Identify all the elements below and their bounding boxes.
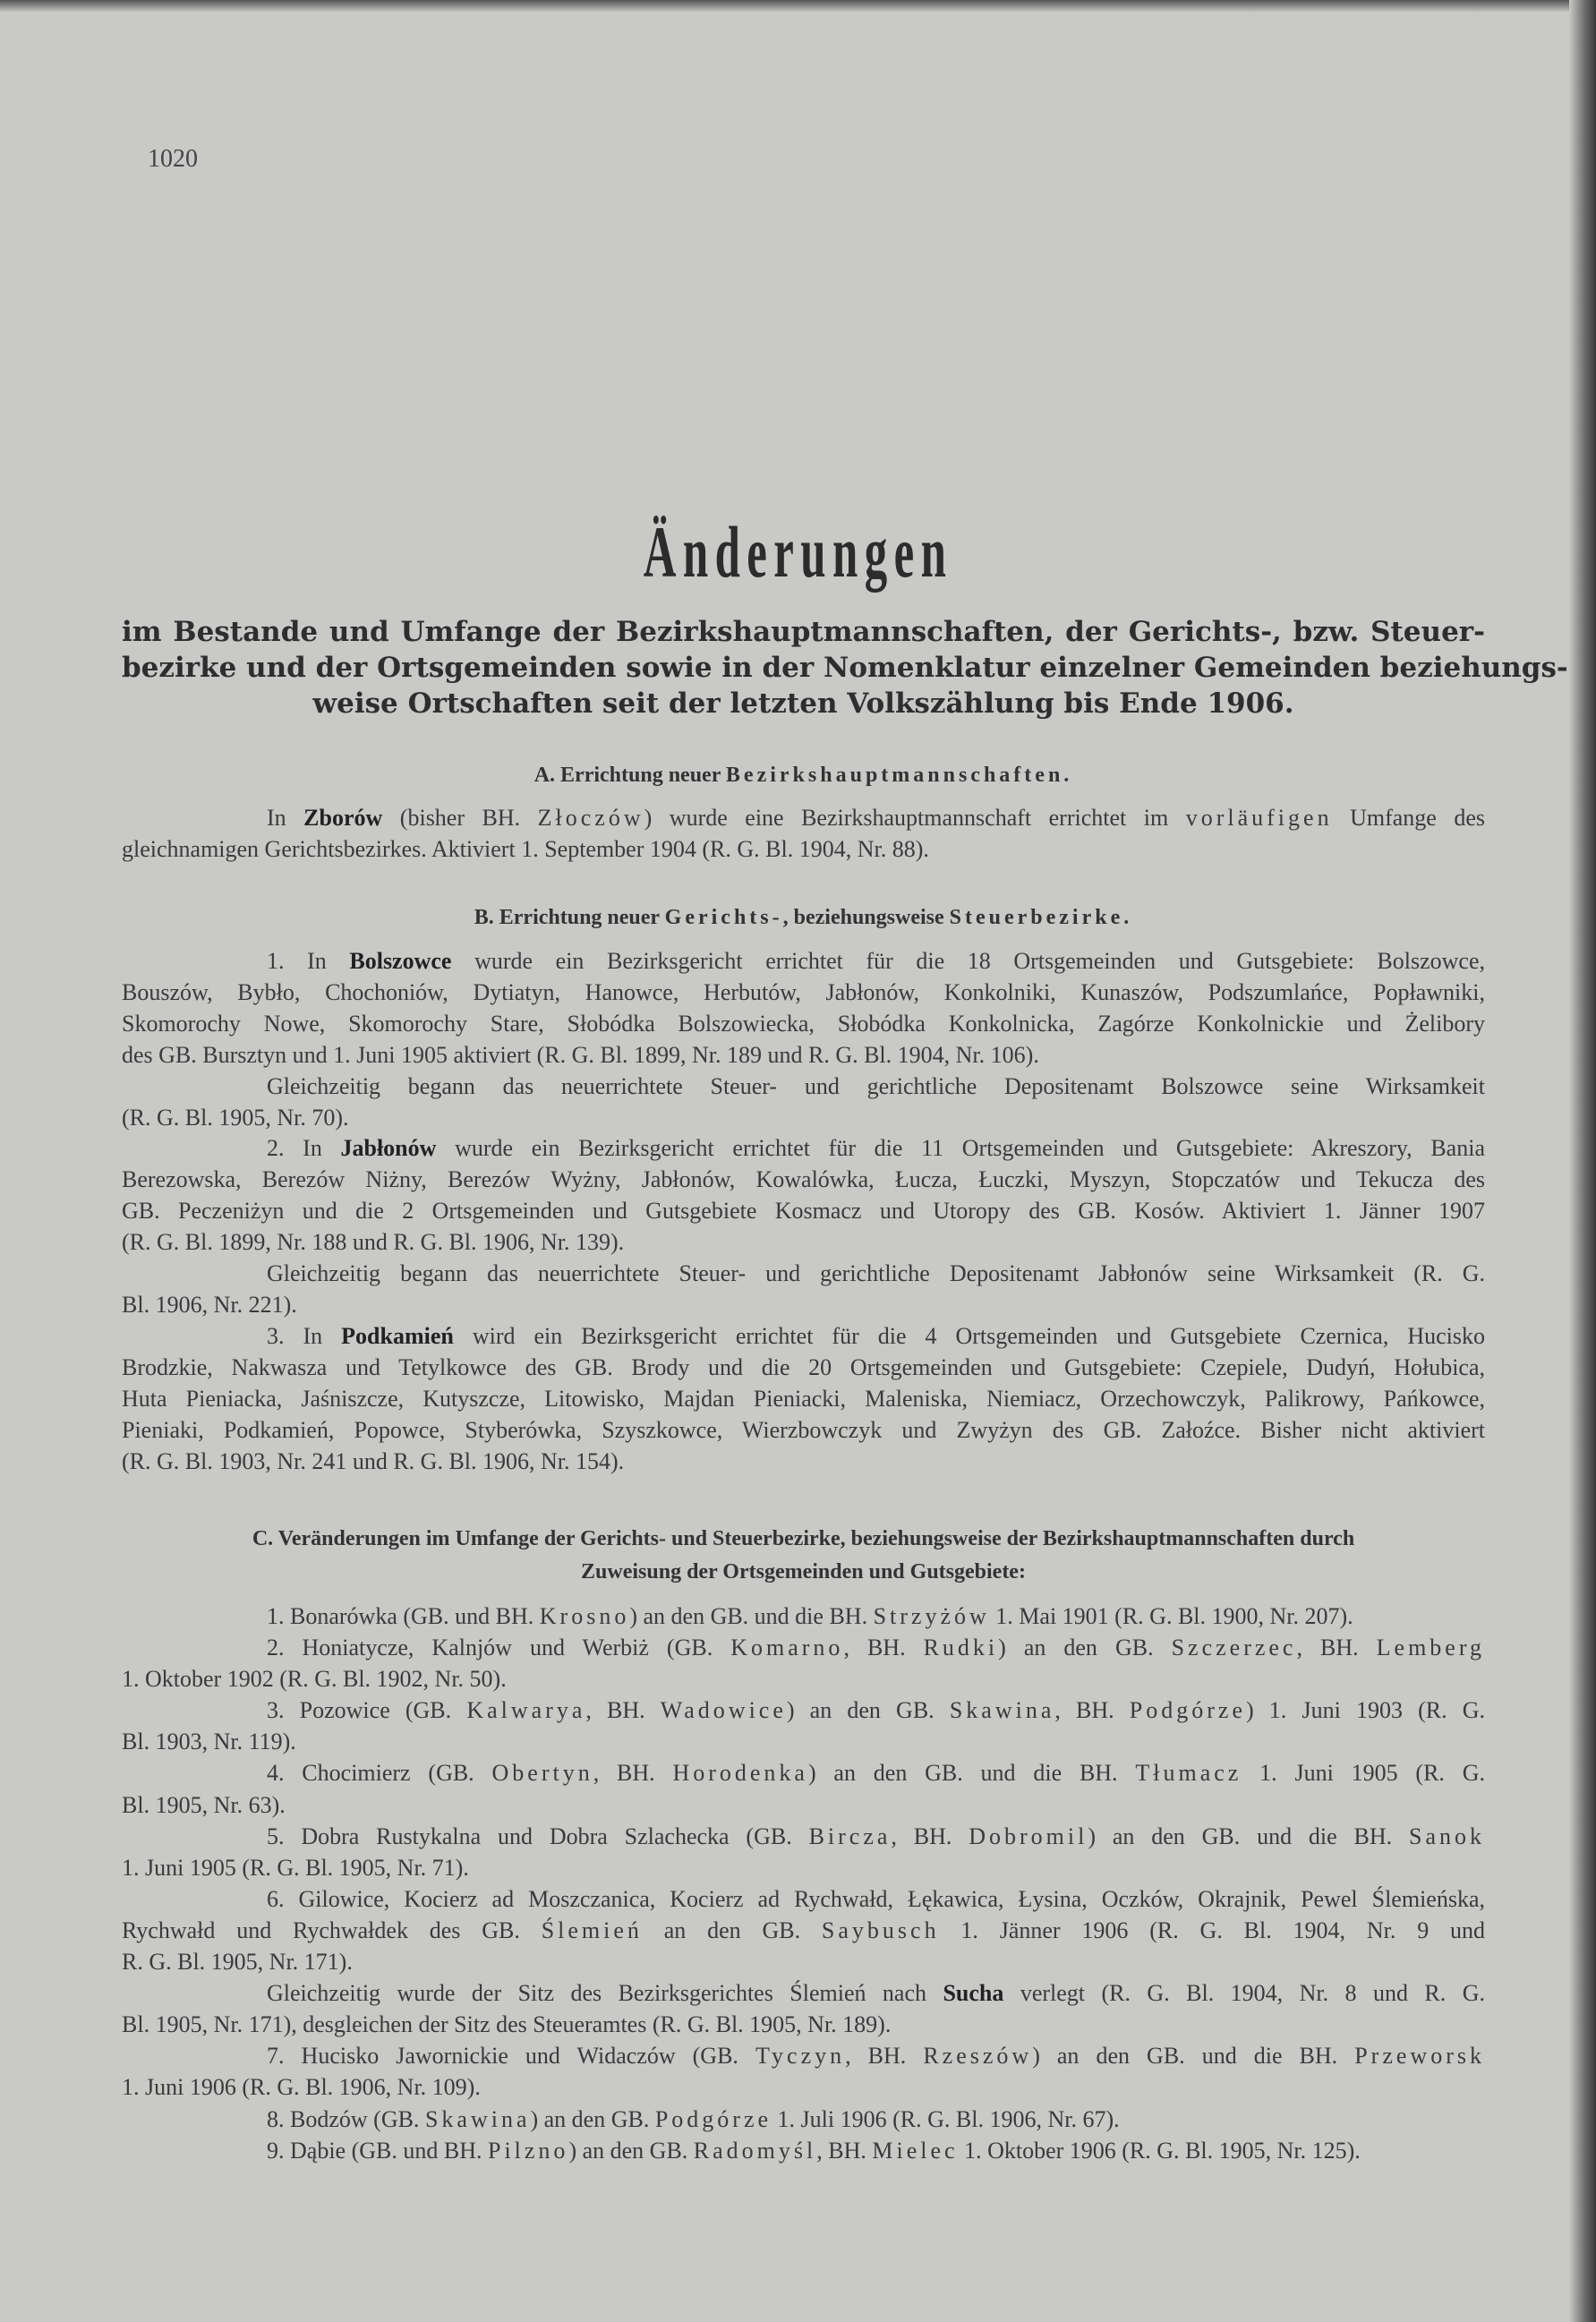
emphasis-spaced: Tyczyn [755,2043,846,2070]
subtitle-line: weise Ortschaften seit der letzten Volkszählung bis Ende 1906. [312,687,1294,720]
text-run: Gleichzeitig begann das neuerrichtete Steuer- und gerichtliche Depositenamt Jabłonów seine Wirksamkeit (R. G. [267,1260,1485,1287]
text-run: , BH. [843,1635,924,1661]
text-run: 1. Oktober 1902 (R. G. Bl. 1902, Nr. 50). [122,1666,507,1693]
paragraph [122,2040,1485,2103]
emphasis-spaced: Przeworsk [1354,2043,1485,2070]
emphasis-spaced: Krosno [539,1603,630,1629]
emphasis-spaced: Podgórze [1129,1697,1246,1724]
emphasis-spaced: Gerichts- [664,906,783,929]
text-run: ) wurde eine Bezirkshauptmannschaft errichtet im [644,805,1186,831]
paragraph [122,803,1485,866]
text-run: , BH. [585,1697,661,1724]
text-line [122,1695,1485,1726]
text-run: , BH. [1296,1635,1377,1661]
text-run: 8. Bodzów (GB. [267,2105,425,2132]
text-run: Bl. 1903, Nr. 119). [122,1729,296,1755]
text-run: Skomorochy Nowe, Skomorochy Stare, Słobódka Bolszowiecka, Słobódka Konkolnicka, Zagórze Konkolnickie und Żelibory [122,1010,1485,1037]
emphasis-spaced: Komarno [730,1635,844,1661]
text-run: , BH. [593,1760,673,1787]
text-run: (R. G. Bl. 1899, Nr. 188 und R. G. Bl. 1906, Nr. 139). [122,1229,625,1256]
text-run: wurde ein Bezirksgericht errichtet für die 11 Ortsgemeinden und Gutsgebiete: Akreszory, Bania [436,1135,1485,1162]
text-line [122,1883,1485,1915]
page-subtitle [122,614,1568,721]
text-run: ) an den GB. [998,1635,1172,1661]
text-line [122,2135,1485,2166]
text-run: ) an den GB. [530,2105,655,2132]
text-line [122,1757,1485,1788]
text-line [122,1290,1485,1321]
paragraph [122,2104,1485,2135]
text-run: 1. Juli 1906 (R. G. Bl. 1906, Nr. 67). [772,2105,1120,2132]
text-run: Bl. 1905, Nr. 63). [122,1791,286,1818]
text-run: 1. Juni 1905 (R. G. [1242,1760,1485,1787]
emphasis-spaced: Sanok [1409,1823,1485,1849]
paragraph [122,1883,1485,1977]
text-line [122,1196,1485,1227]
paragraph [122,2135,1485,2166]
text-run: 9. Dąbie (GB. und BH. [267,2137,488,2164]
emphasis-spaced: Pilzno [487,2137,569,2164]
scan-right-edge [1569,0,1596,2322]
text-run: ) an den GB. [786,1697,950,1724]
text-line [122,1821,1485,1852]
text-run: Pieniaki, Podkamień, Popowce, Styberówka, Szyszkowce, Wierzbowczyk und Zwyżyn des GB. Załoźce. Bisher nicht aktiviert [122,1416,1485,1443]
text-line [122,977,1485,1009]
text-run: 1. Juni 1906 (R. G. Bl. 1906, Nr. 109). [122,2074,481,2101]
paragraph [122,1133,1485,1259]
text-run: ) an den GB. und die BH. [1032,2043,1355,2070]
emphasis-bold: Jabłonów [340,1135,437,1162]
text-run: 6. Gilowice, Kocierz ad Moszczanica, Kocierz ad Rychwałd, Łękawica, Łysina, Oczków, Okrajnik, Pewel Ślemieńska, [267,1885,1485,1912]
paragraph [122,1821,1485,1883]
text-run: ) an den GB. [568,2137,694,2164]
text-run: 3. Pozowice (GB. [267,1697,467,1724]
emphasis-spaced: vorläufigen [1185,805,1333,831]
heading-line [122,759,1485,792]
section-c-body [122,1601,1485,2166]
emphasis-bold: Bolszowce [349,948,452,974]
emphasis-spaced: Podgórze [654,2105,772,2132]
text-run: A. Errichtung neuer [533,764,726,787]
text-line [122,1852,1485,1883]
text-run: des GB. Bursztyn und 1. Juni 1905 aktiviert (R. G. Bl. 1899, Nr. 189 und R. G. Bl. 1904, Nr. 106). [122,1041,1039,1068]
text-run: 1. In [267,948,350,974]
emphasis-bold: Sucha [943,1980,1004,2007]
text-run: 2. In [267,1135,341,1162]
text-run: ) an den GB. und die BH. [629,1603,874,1629]
text-line [122,1601,1485,1632]
text-line [122,1789,1485,1821]
paragraph [122,1321,1485,1478]
emphasis-spaced: Steuerbezirke. [949,906,1133,929]
text-run: 4. Chocimierz (GB. [267,1760,492,1787]
text-line [122,1447,1485,1478]
text-run: In [267,805,304,831]
text-run: (R. G. Bl. 1905, Nr. 70). [122,1104,349,1131]
section-c-heading [122,1523,1485,1589]
text-run: Brodzkie, Nakwasza und Tetylkowce des GB. Brody und die 20 Ortsgemeinden und Gutsgebiete: Czepiele, Dudyń, Hołubica, [122,1353,1485,1380]
text-line [122,1259,1485,1290]
text-run: 7. Hucisko Jawornickie und Widaczów (GB. [267,2043,755,2070]
paragraph [122,1632,1485,1695]
text-line [122,946,1485,977]
emphasis-spaced: Wadowice [660,1697,787,1724]
text-line [122,1384,1485,1415]
paragraph [122,1259,1485,1321]
emphasis-spaced: Mielec [872,2137,959,2164]
emphasis-spaced: Bircza [808,1823,892,1849]
text-line [122,1353,1485,1384]
text-run: , BH. [816,2137,873,2164]
text-line [122,1915,1485,1946]
emphasis-spaced: Saybusch [821,1917,940,1943]
emphasis-spaced: Tłumacz [1135,1760,1242,1787]
text-line [122,1103,1485,1134]
text-run: GB. Peczeniżyn und die 2 Ortsgemeinden und Gutsgebiete Kosmacz und Utoropy des GB. Kosów. Aktiviert 1. Jänner 1907 [122,1198,1485,1225]
emphasis-spaced: Rzeszów [923,2043,1033,2070]
emphasis-spaced: Złoczów [537,805,644,831]
paragraph [122,1757,1485,1820]
emphasis-spaced: Ślemień [541,1917,643,1943]
subtitle-line: im Bestande und Umfange der Bezirkshauptmannschaften, der Gerichts-, bzw. Steuer- [122,616,1485,648]
text-run: 1. Jänner 1906 (R. G. Bl. 1904, Nr. 9 und [939,1917,1486,1943]
text-run: 5. Dobra Rustykalna und Dobra Szlachecka (GB. [267,1823,809,1849]
text-line [122,1663,1485,1695]
text-run: Gleichzeitig begann das neuerrichtete Steuer- und gerichtliche Depositenamt Bolszowce seine Wirksamkeit [267,1072,1485,1099]
text-line [122,1133,1485,1165]
text-line [122,1321,1485,1353]
text-line [122,834,1485,866]
section-b-body [122,946,1485,1477]
text-run: , beziehungsweise [782,906,950,929]
text-line [122,1977,1485,2009]
text-line [122,2040,1485,2071]
text-run: C. Veränderungen im Umfange der Gerichts- und Steuerbezirke, beziehungsweise der Bezirkshauptmannschaften durch [252,1527,1355,1550]
text-line [122,1726,1485,1757]
text-line [122,2104,1485,2135]
text-run: Bouszów, Bybło, Chochoniów, Dytiatyn, Hanowce, Herbutów, Jabłonów, Konkolniki, Kunaszów, Podszumlańce, Popławniki, [122,978,1485,1005]
paragraph [122,1601,1485,1632]
text-run: Berezowska, Berezów Niżny, Berezów Wyżny, Jabłonów, Kowalówka, Łucza, Łuczki, Myszyn, Stopczatów und Tekucza des [122,1166,1485,1193]
section-a-body [122,803,1485,866]
text-run: R. G. Bl. 1905, Nr. 171). [122,1949,353,1976]
text-run: 1. Mai 1901 (R. G. Bl. 1900, Nr. 207). [989,1603,1353,1629]
text-run: an den GB. [642,1917,822,1943]
paragraph [122,1071,1485,1134]
emphasis-spaced: Strzyżów [873,1603,990,1629]
scan-top-edge [0,0,1596,13]
text-run: gleichnamigen Gerichtsbezirkes. Aktiviert 1. September 1904 (R. G. Bl. 1904, Nr. 88). [122,835,929,862]
paragraph [122,946,1485,1071]
text-run: Huta Pieniacka, Jaśniszcze, Kutyszcze, Litowisko, Majdan Pieniacki, Maleniska, Niemiacz, Orzechowczyk, Palikrowy, Pańkowce, [122,1385,1485,1412]
section-a-heading [122,759,1485,792]
text-run: Gleichzeitig wurde der Sitz des Bezirksgerichtes Ślemień nach [267,1980,943,2007]
text-run: Bl. 1906, Nr. 221). [122,1291,297,1318]
paragraph [122,1977,1485,2040]
emphasis-spaced: Szczerzec [1171,1635,1297,1661]
text-run: (R. G. Bl. 1903, Nr. 241 und R. G. Bl. 1906, Nr. 154). [122,1447,625,1474]
emphasis-spaced: Radomyśl [693,2137,817,2164]
emphasis-spaced: Dobromil [969,1823,1088,1849]
text-run: wird ein Bezirksgericht errichtet für die 4 Ortsgemeinden und Gutsgebiete Czernica, Hucisko [453,1322,1485,1349]
heading-line [122,901,1485,935]
paragraph [122,1695,1485,1757]
emphasis-bold: Podkamień [341,1322,454,1349]
text-line [122,2009,1485,2040]
section-b-heading [122,901,1485,935]
text-line [122,1040,1485,1071]
text-run: , BH. [891,1823,969,1849]
heading-line [122,1523,1485,1556]
text-line [122,1165,1485,1196]
emphasis-spaced: Lemberg [1376,1635,1486,1661]
text-run: Bl. 1905, Nr. 171), desgleichen der Sitz des Steueramtes (R. G. Bl. 1905, Nr. 189). [122,2011,892,2038]
text-line [122,1415,1485,1447]
text-run: Umfange des [1332,805,1485,831]
text-run: 1. Juni 1905 (R. G. Bl. 1905, Nr. 71). [122,1854,469,1881]
emphasis-spaced: Bezirkshauptmannschaften. [725,764,1073,787]
text-run: 2. Honiatycze, Kalnjów und Werbiż (GB. [267,1635,731,1661]
text-line [122,1071,1485,1103]
emphasis-spaced: Horodenka [672,1760,808,1787]
text-run: B. Errichtung neuer [474,906,665,929]
text-run: (bisher BH. [382,805,538,831]
text-run: 3. In [267,1322,342,1349]
page-title: Änderungen [643,511,953,593]
emphasis-spaced: Rudki [923,1635,999,1661]
text-line [122,2071,1485,2103]
text-run: Rychwałd und Rychwałdek des GB. [122,1917,542,1943]
text-run: ) an den GB. und die BH. [807,1760,1136,1787]
text-run: Zuweisung der Ortsgemeinden und Gutsgebiete: [581,1560,1026,1584]
heading-line [122,1556,1485,1589]
text-run: verlegt (R. G. Bl. 1904, Nr. 8 und R. G. [1003,1980,1485,2007]
text-line [122,1009,1485,1040]
emphasis-spaced: Obertyn [491,1760,593,1787]
emphasis-spaced: Skawina [424,2105,531,2132]
subtitle-line: bezirke und der Ortsgemeinden sowie in der Nomenklatur einzelner Gemeinden beziehungs- [122,652,1568,684]
text-run: , BH. [1054,1697,1130,1724]
text-run: ) an den GB. und die BH. [1088,1823,1409,1849]
text-run: , BH. [845,2043,924,2070]
text-line [122,1946,1485,1977]
text-run: 1. Oktober 1906 (R. G. Bl. 1905, Nr. 125). [958,2137,1361,2164]
page-number: 1020 [148,145,198,173]
emphasis-bold: Zborów [303,805,383,831]
text-line [122,1632,1485,1663]
text-line [122,1227,1485,1259]
emphasis-spaced: Kalwarya [466,1697,586,1724]
text-run: wurde ein Bezirksgericht errichtet für die 18 Ortsgemeinden und Gutsgebiete: Bolszowce, [451,948,1485,974]
emphasis-spaced: Skawina [949,1697,1055,1724]
text-run: ) 1. Juni 1903 (R. G. [1246,1697,1486,1724]
text-line [122,803,1485,834]
text-run: 1. Bonarówka (GB. und BH. [267,1603,540,1629]
